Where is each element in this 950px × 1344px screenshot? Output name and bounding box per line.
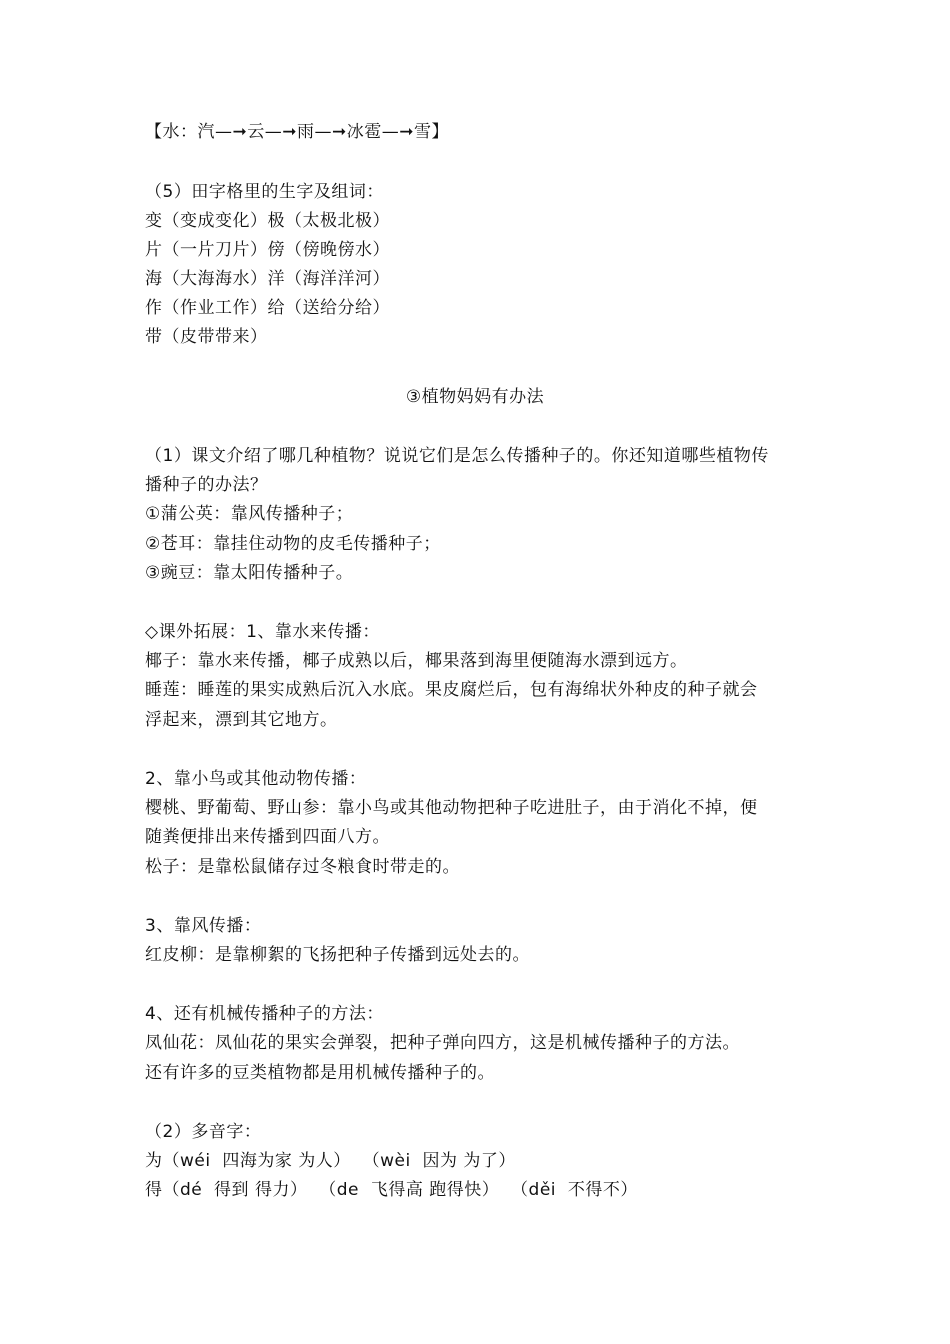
ext4-line: 还有许多的豆类植物都是用机械传播种子的。: [145, 1063, 495, 1083]
q5-line: 带（皮带带来）: [145, 327, 268, 347]
q1-line: （1）课文介绍了哪几种植物？说说它们是怎么传播种子的。你还知道哪些植物传: [145, 446, 769, 466]
q1-line: 播种子的办法？: [145, 475, 268, 495]
ext1-line: 浮起来，漂到其它地方。: [145, 710, 338, 730]
ext1-line: ◇课外拓展：1、靠水来传播：: [145, 622, 380, 642]
q2-line: （2）多音字：: [145, 1122, 262, 1142]
q1-line: ②苍耳：靠挂住动物的皮毛传播种子；: [145, 534, 441, 554]
q5-line: 变（变成变化）极（太极北极）: [145, 211, 390, 231]
ext2-line: 松子：是靠松鼠储存过冬粮食时带走的。: [145, 857, 460, 877]
ext4-line: 4、还有机械传播种子的方法：: [145, 1004, 384, 1024]
ext1-line: 椰子：靠水来传播，椰子成熟以后，椰果落到海里便随海水漂到远方。: [145, 651, 688, 671]
q5-title: （5）田字格里的生字及组词：: [145, 182, 384, 202]
q5-line: 海（大海海水）洋（海洋洋河）: [145, 269, 390, 289]
ext2-line: 樱桃、野葡萄、野山参：靠小鸟或其他动物把种子吃进肚子，由于消化不掉，便: [145, 798, 758, 818]
q1-line: ③豌豆：靠太阳传播种子。: [145, 563, 354, 583]
ext3-line: 3、靠风传播：: [145, 916, 262, 936]
ext1-line: 睡莲：睡莲的果实成熟后沉入水底。果皮腐烂后，包有海绵状外种皮的种子就会: [145, 680, 758, 700]
lesson-title: ③植物妈妈有办法: [405, 387, 545, 407]
q2-line: 得（dé 得到 得力） （de 飞得高 跑得快） （děi 不得不）: [145, 1180, 638, 1200]
q1-line: ①蒲公英：靠风传播种子；: [145, 504, 354, 524]
q5-line: 片（一片刀片）傍（傍晚傍水）: [145, 240, 390, 260]
ext2-line: 随粪便排出来传播到四面八方。: [145, 827, 390, 847]
ext4-line: 凤仙花：凤仙花的果实会弹裂，把种子弹向四方，这是机械传播种子的方法。: [145, 1033, 740, 1053]
q5-line: 作（作业工作）给（送给分给）: [145, 298, 390, 318]
water-cycle-line: 【水：汽—➞云—➞雨—➞冰雹—➞雪】: [145, 122, 449, 142]
q2-line: 为（wéi 四海为家 为人） （wèi 因为 为了）: [145, 1151, 516, 1171]
ext2-line: 2、靠小鸟或其他动物传播：: [145, 769, 367, 789]
ext3-line: 红皮柳：是靠柳絮的飞扬把种子传播到远处去的。: [145, 945, 530, 965]
